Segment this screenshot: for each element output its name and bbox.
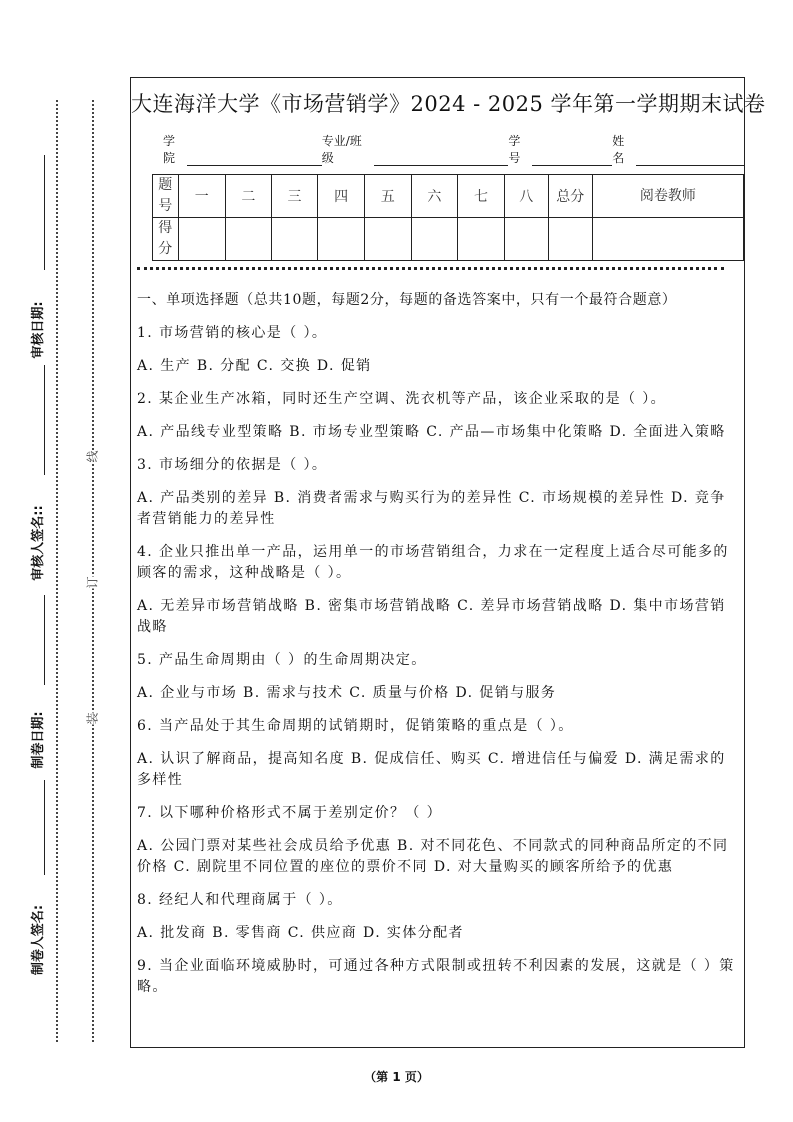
question-list bbox=[137, 323, 739, 998]
questions-body bbox=[137, 290, 739, 1010]
question-number-label: 题号 bbox=[153, 175, 179, 218]
score-table-score-row bbox=[153, 218, 744, 261]
col-5: 五 bbox=[364, 175, 411, 218]
score-cell[interactable] bbox=[226, 218, 272, 261]
question-options: A. 批发商 B. 零售商 C. 供应商 D. 实体分配者 bbox=[137, 925, 464, 941]
major-class-label: 专业/班级 bbox=[321, 134, 362, 165]
col-1: 一 bbox=[178, 175, 225, 218]
binding-dotted-line-outer bbox=[56, 100, 58, 1042]
question-options: A. 公园门票对某些社会成员给予优惠 B. 对不同花色、不同款式的同种商品所定的不同价格 C. 剧院里不同位置的座位的票价不同 D. 对大量购买的顾客所给予的优惠 bbox=[137, 838, 729, 875]
question-stem: 5. 产品生命周期由（ ）的生命周期决定。 bbox=[137, 652, 427, 668]
col-6: 六 bbox=[411, 175, 458, 218]
page-number: （第 1 页） bbox=[364, 1070, 429, 1084]
section-divider bbox=[137, 267, 724, 270]
bind-char-ding: 订 bbox=[82, 576, 103, 588]
section-heading: 一、单项选择题（总共10题，每题2分，每题的备选答案中，只有一个最符合题意） bbox=[137, 292, 677, 308]
score-cell[interactable] bbox=[504, 218, 548, 261]
score-table-header-row bbox=[153, 175, 744, 218]
col-7: 七 bbox=[458, 175, 505, 218]
question-stem: 4. 企业只推出单一产品，运用单一的市场营销组合，力求在一定程度上适合尽可能多的顾客的需求，这种战略是（ ）。 bbox=[137, 544, 729, 581]
question-stem: 9. 当企业面临环境威胁时，可通过各种方式限制或扭转不利因素的发展，这就是（ ）策略。 bbox=[137, 958, 735, 995]
review-date-line bbox=[44, 155, 45, 270]
bind-char-zhuang: 装 bbox=[82, 712, 103, 724]
paper-date-line bbox=[44, 595, 45, 685]
binding-dotted-line-inner bbox=[92, 100, 94, 1042]
score-cell[interactable] bbox=[318, 218, 365, 261]
bind-char-xian: 线 bbox=[82, 450, 103, 462]
score-cell[interactable] bbox=[271, 218, 318, 261]
review-date-label: 审核日期: bbox=[31, 301, 46, 359]
exam-page-frame bbox=[130, 77, 766, 1048]
reviewer-signature-label: 审核人签名:: bbox=[31, 505, 46, 581]
col-4: 四 bbox=[318, 175, 365, 218]
score-cell[interactable] bbox=[548, 218, 592, 261]
col-grader: 阅卷教师 bbox=[592, 175, 743, 218]
question-options: A. 无差异市场营销战略 B. 密集市场营销战略 C. 差异市场营销战略 D. 集中市场营销战略 bbox=[137, 598, 726, 635]
question-options: A. 产品类别的差异 B. 消费者需求与购买行为的差异性 C. 市场规模的差异性 D. 竞争者营销能力的差异性 bbox=[137, 490, 726, 527]
student-info-row bbox=[163, 132, 744, 166]
score-cell[interactable] bbox=[411, 218, 458, 261]
score-cell[interactable] bbox=[364, 218, 411, 261]
score-table bbox=[152, 174, 744, 261]
name-field[interactable] bbox=[636, 151, 744, 166]
question-options: A. 企业与市场 B. 需求与技术 C. 质量与价格 D. 促销与服务 bbox=[137, 685, 557, 701]
question-options: A. 产品线专业型策略 B. 市场专业型策略 C. 产品—市场集中化策略 D. 全面进入策略 bbox=[137, 424, 726, 440]
question-stem: 2. 某企业生产冰箱，同时还生产空调、洗衣机等产品，该企业采取的是（ ）。 bbox=[137, 391, 667, 407]
col-2: 二 bbox=[226, 175, 272, 218]
score-label: 得分 bbox=[153, 218, 179, 261]
question-options: A. 认识了解商品，提高知名度 B. 促成信任、购买 C. 增进信任与偏爱 D. 满足需求的多样性 bbox=[137, 751, 726, 788]
col-total: 总分 bbox=[548, 175, 592, 218]
question-stem: 7. 以下哪种价格形式不属于差别定价？（ ） bbox=[137, 805, 443, 821]
paper-maker-signature-line bbox=[44, 780, 45, 875]
college-field[interactable] bbox=[187, 151, 322, 166]
question-stem: 1. 市场营销的核心是（ ）。 bbox=[137, 325, 328, 341]
student-id-field[interactable] bbox=[532, 151, 612, 166]
score-cell[interactable] bbox=[178, 218, 225, 261]
paper-date-label: 制卷日期: bbox=[31, 711, 46, 769]
question-stem: 6. 当产品处于其生命周期的试销期时，促销策略的重点是（ ）。 bbox=[137, 718, 574, 734]
college-label: 学院 bbox=[163, 134, 176, 165]
question-options: A. 生产 B. 分配 C. 交换 D. 促销 bbox=[137, 358, 372, 374]
score-cell[interactable] bbox=[458, 218, 505, 261]
score-cell[interactable] bbox=[592, 218, 743, 261]
reviewer-signature-line bbox=[44, 365, 45, 475]
col-8: 八 bbox=[504, 175, 548, 218]
major-class-field[interactable] bbox=[374, 151, 509, 166]
question-stem: 8. 经纪人和代理商属于（ ）。 bbox=[137, 892, 343, 908]
exam-title: 大连海洋大学《市场营销学》2024 - 2025 学年第一学期期末试卷 bbox=[131, 92, 766, 116]
student-id-label: 学号 bbox=[508, 134, 521, 165]
question-stem: 3. 市场细分的依据是（ ）。 bbox=[137, 457, 328, 473]
paper-maker-signature-label: 制卷人签名: bbox=[31, 904, 46, 976]
col-3: 三 bbox=[271, 175, 318, 218]
name-label: 姓名 bbox=[612, 134, 625, 165]
